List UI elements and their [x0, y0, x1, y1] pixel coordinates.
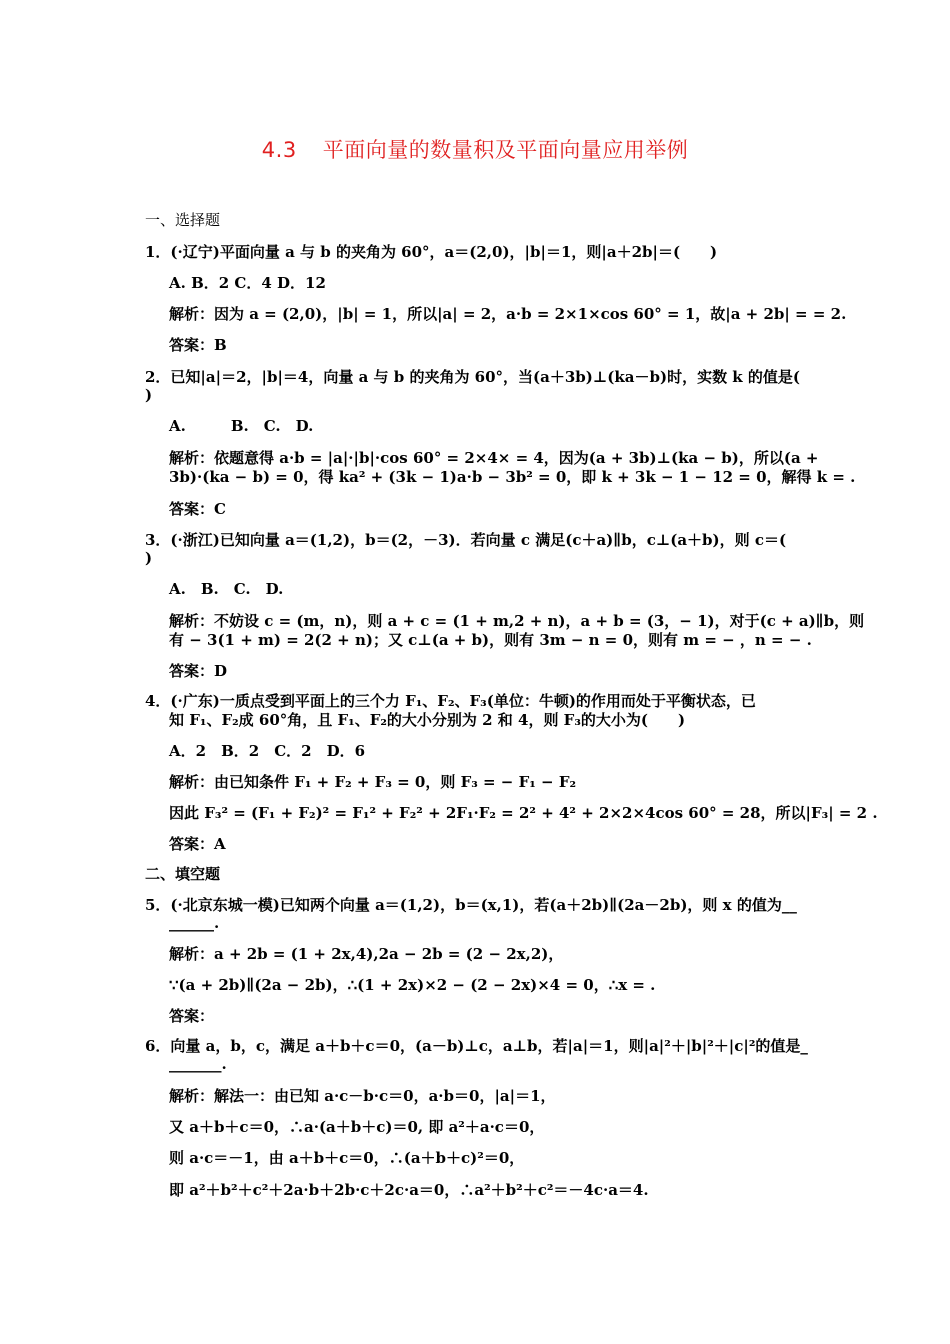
question-4-stem-cont: 知 F₁、F₂成 60°角，且 F₁、F₂的大小分别为 2 和 4，则 F₃的大小为( ) — [169, 711, 686, 729]
question-6-analysis-3: 则 a·c＝－1，由 a＋b＋c＝0，∴(a＋b＋c)²＝0， — [169, 1149, 525, 1167]
question-5-analysis-cont: ∵(a + 2b)∥(2a − 2b)，∴(1 + 2x)×2 − (2 − 2x)×4 = 0，∴x = . — [169, 976, 656, 994]
question-5-answer: 答案： — [169, 1007, 215, 1025]
question-3-analysis: 解析：不妨设 c = (m，n)，则 a + c = (1 + m,2 + n)，a + b = (3，− 1)，对于(c + a)∥b，则 — [169, 612, 865, 630]
page-title — [0, 134, 950, 164]
question-6-stem: 6．向量 a，b，c，满足 a＋b＋c＝0，(a－b)⊥c，a⊥b，若|a|＝1，则|a|²＋|b|²＋|c|²的值是_ — [145, 1037, 808, 1055]
question-5-stem-cont: ______. — [169, 914, 220, 932]
question-1-analysis: 解析：因为 a = (2,0)，|b| = 1，所以|a| = 2，a·b = 2×1×cos 60° = 1，故|a + 2b| = = 2. — [169, 305, 847, 323]
section-heading-choice: 一、选择题 — [145, 211, 221, 229]
question-4-stem: 4．(·广东)一质点受到平面上的三个力 F₁、F₂、F₃(单位：牛顿)的作用而处于平衡状态，已 — [145, 692, 756, 710]
question-1-options: A. B．2 C．4 D．12 — [169, 274, 326, 292]
question-1-answer: 答案：B — [169, 336, 227, 354]
question-2-stem: 2．已知|a|＝2，|b|＝4，向量 a 与 b 的夹角为 60°，当(a＋3b)⊥(ka－b)时，实数 k 的值是( — [145, 368, 801, 386]
title-number: 4.3 — [261, 138, 297, 162]
title-text: 平面向量的数量积及平面向量应用举例 — [322, 138, 689, 162]
question-3-answer: 答案：D — [169, 662, 228, 680]
question-1-stem: 1．(·辽宁)平面向量 a 与 b 的夹角为 60°，a＝(2,0)，|b|＝1，则|a＋2b|＝( ) — [145, 243, 718, 261]
question-6-analysis-2: 又 a＋b＋c＝0，∴a·(a＋b＋c)＝0, 即 a²＋a·c＝0， — [169, 1118, 545, 1136]
question-4-options: A．2 B．2 C．2 D．6 — [169, 742, 366, 760]
question-2-options: A. B. C. D. — [169, 417, 314, 435]
section-heading-fill: 二、填空题 — [145, 865, 221, 883]
question-2-analysis: 解析：依题意得 a·b = |a|·|b|·cos 60° = 2×4× = 4，因为(a + 3b)⊥(ka − b)，所以(a + — [169, 449, 819, 467]
question-4-answer: 答案：A — [169, 835, 226, 853]
question-4-analysis-cont: 因此 F₃² = (F₁ + F₂)² = F₁² + F₂² + 2F₁·F₂ = 2² + 4² + 2×2×4cos 60° = 28，所以|F₃| = 2 . — [169, 804, 878, 822]
question-5-stem: 5．(·北京东城一模)已知两个向量 a＝(1,2)，b＝(x,1)，若(a＋2b)∥(2a－2b)，则 x 的值为__ — [145, 896, 797, 914]
question-6-analysis: 解析：解法一：由已知 a·c－b·c＝0，a·b＝0，|a|＝1， — [169, 1087, 556, 1105]
question-3-options: A. B. C. D. — [169, 580, 284, 598]
question-2-analysis-cont: 3b)·(ka − b) = 0，得 ka² + (3k − 1)a·b − 3b² = 0，即 k + 3k − 1 − 12 = 0，解得 k = . — [169, 468, 856, 486]
question-6-stem-cont: _______. — [169, 1055, 227, 1073]
question-5-analysis: 解析：a + 2b = (1 + 2x,4),2a − 2b = (2 − 2x,2)， — [169, 945, 564, 963]
question-3-stem: 3．(·浙江)已知向量 a＝(1,2)，b＝(2，－3)．若向量 c 满足(c＋a)∥b，c⊥(a＋b)，则 c＝( — [145, 531, 787, 549]
question-4-analysis: 解析：由已知条件 F₁ + F₂ + F₃ = 0，则 F₃ = − F₁ − F₂ — [169, 773, 577, 791]
question-2-stem-cont: ) — [145, 386, 153, 404]
question-3-analysis-cont: 有 − 3(1 + m) = 2(2 + n)；又 c⊥(a + b)，则有 3m − n = 0，则有 m = − ，n = − . — [169, 631, 812, 649]
question-6-analysis-4: 即 a²＋b²＋c²＋2a·b＋2b·c＋2c·a＝0，∴a²＋b²＋c²＝－4c·a＝4. — [169, 1181, 649, 1199]
question-2-answer: 答案：C — [169, 500, 226, 518]
question-3-stem-cont: ) — [145, 549, 153, 567]
